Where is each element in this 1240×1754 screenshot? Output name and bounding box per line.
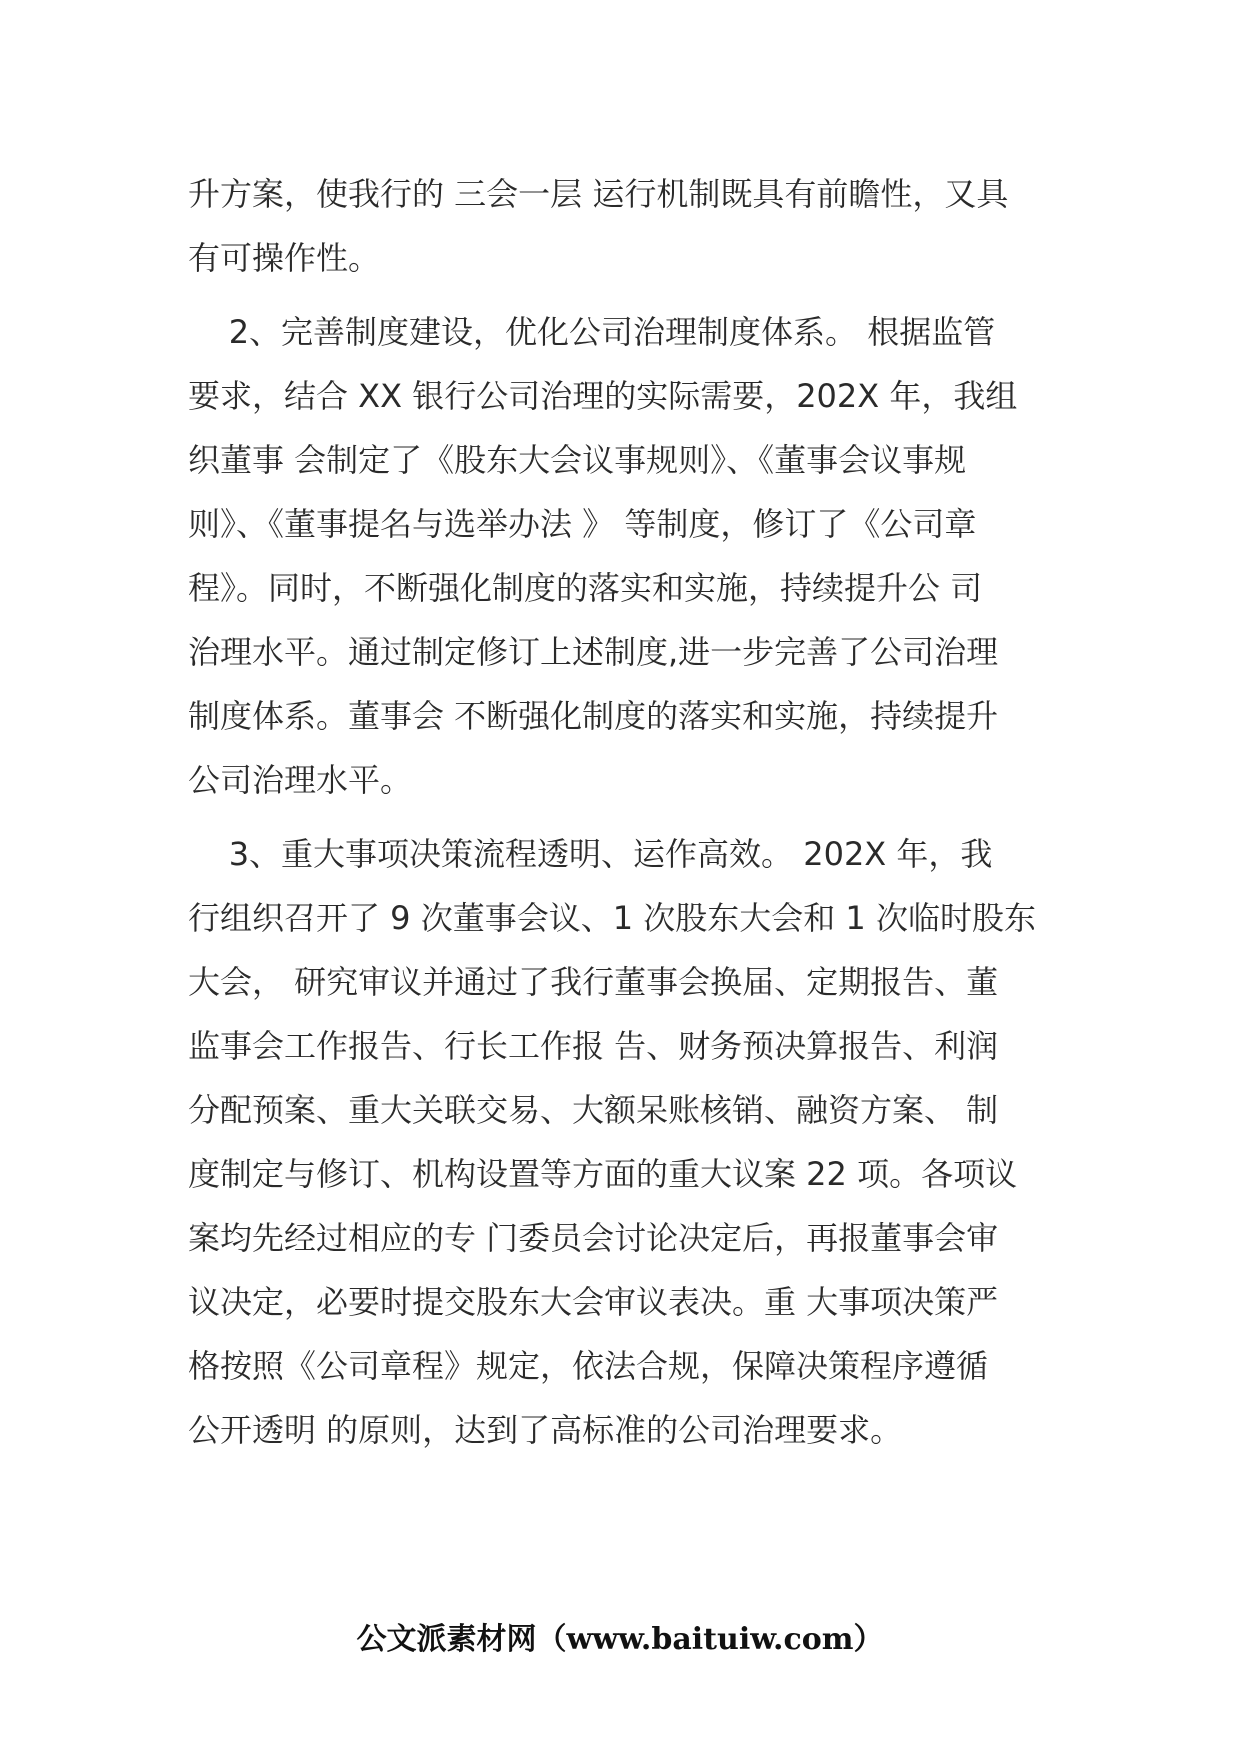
paragraph-3: [188, 822, 1060, 1462]
text-line: 程》。同时，不断强化制度的落实和实施，持续提升公 司: [188, 569, 983, 607]
text-line: 制度体系。董事会 不断强化制度的落实和实施，持续提升: [188, 697, 999, 735]
text-line: 度制定与修订、机构设置等方面的重大议案 22 项。各项议: [188, 1155, 1018, 1193]
text-line: 案均先经过相应的专 门委员会讨论决定后，再报董事会审: [188, 1219, 999, 1257]
text-line: 监事会工作报告、行长工作报 告、财务预决算报告、利润: [188, 1027, 999, 1065]
text-line: 分配预案、重大关联交易、大额呆账核销、融资方案、 制: [188, 1091, 999, 1129]
text-line: 织董事 会制定了《股东大会议事规则》、《董事会议事规: [188, 441, 967, 479]
paragraph-1: [188, 162, 1060, 290]
text-line: 公开透明 的原则，达到了高标准的公司治理要求。: [188, 1411, 903, 1449]
document-body: [188, 162, 1060, 1462]
text-line: 行组织召开了 9 次董事会议、1 次股东大会和 1 次临时股东: [188, 899, 1036, 937]
text-line: 议决定，必要时提交股东大会审议表决。重 大事项决策严: [188, 1283, 999, 1321]
text-line: 2、完善制度建设，优化公司治理制度体系。 根据监管: [188, 313, 996, 351]
footer-source-text: 公文派素材网（www.baituiw.com）: [356, 1622, 884, 1657]
text-line: 3、重大事项决策流程透明、运作高效。 202X 年，我: [188, 835, 993, 873]
text-line: 则》、《董事提名与选举办法 》 等制度，修订了《公司章: [188, 505, 977, 543]
text-line: 公司治理水平。: [188, 761, 413, 799]
text-line: 升方案，使我行的 三会一层 运行机制既具有前瞻性，又具: [188, 175, 1009, 213]
text-line: 要求，结合 XX 银行公司治理的实际需要，202X 年，我组: [188, 377, 1018, 415]
text-line: 治理水平。通过制定修订上述制度,进一步完善了公司治理: [188, 633, 999, 671]
text-line: 有可操作性。: [188, 239, 381, 277]
text-line: 格按照《公司章程》规定，依法合规，保障决策程序遵循: [188, 1347, 989, 1385]
text-line: 大会， 研究审议并通过了我行董事会换届、定期报告、董: [188, 963, 999, 1001]
paragraph-2: [188, 300, 1060, 812]
